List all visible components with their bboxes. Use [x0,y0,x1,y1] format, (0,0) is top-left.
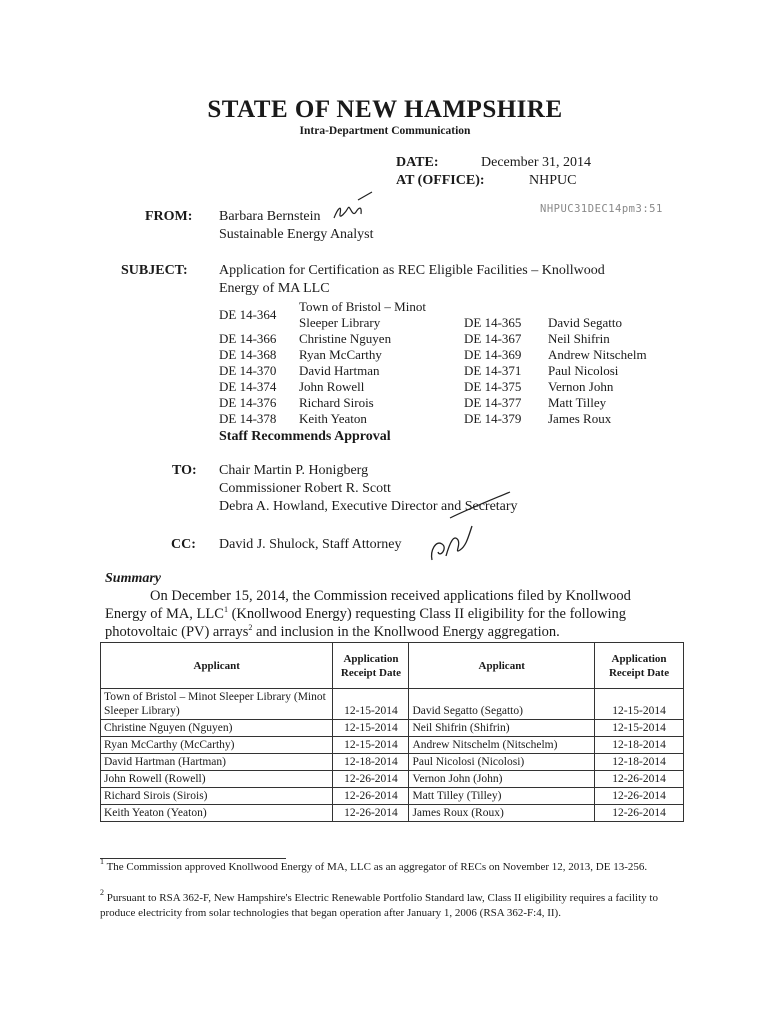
table-cell: Ryan McCarthy (McCarthy) [101,737,333,754]
from-label: FROM: [145,209,193,224]
docket-number: DE 14-371 [464,363,522,378]
table-row [101,754,684,771]
docket-applicant: David Hartman [299,363,380,378]
table-cell: 12-26-2014 [595,788,684,805]
date-label: DATE: [396,155,439,170]
memo-title: STATE OF NEW HAMPSHIRE [207,96,563,123]
table-cell: Paul Nicolosi (Nicolosi) [409,754,595,771]
table-cell: David Segatto (Segatto) [409,689,595,720]
docket-applicant: Town of Bristol – Minot [299,299,426,314]
table-cell: 12-26-2014 [333,771,409,788]
to-recipient: Chair Martin P. Honigberg [219,463,369,478]
docket-number: DE 14-376 [219,395,277,410]
docket-applicant: Andrew Nitschelm [548,347,647,362]
table-row [101,737,684,754]
received-stamp: NHPUC31DEC14pm3:51 [540,203,663,215]
docket-applicant: James Roux [548,411,612,426]
docket-number: DE 14-370 [219,363,277,378]
footnote-ref-1: 1 [223,605,228,614]
table-cell: 12-18-2014 [333,754,409,771]
office-label: AT (OFFICE): [396,173,485,188]
table-cell: 12-26-2014 [333,805,409,822]
docket-number: DE 14-378 [219,411,277,426]
table-cell: James Roux (Roux) [409,805,595,822]
docket-number: DE 14-367 [464,331,522,346]
summary-paragraph-line-3: photovoltaic (PV) arrays$^2$ and inclusion in the Knollwood Energy aggregation. [105,623,560,640]
table-cell: 12-18-2014 [595,754,684,771]
column-header-applicant: Applicant [409,643,595,689]
table-cell: 12-26-2014 [595,805,684,822]
table-cell: Keith Yeaton (Yeaton) [101,805,333,822]
docket-applicant: David Segatto [548,315,623,330]
table-row [101,689,684,720]
office-value: NHPUC [529,173,577,188]
docket-applicant: Vernon John [548,379,614,394]
table-cell: Neil Shifrin (Shifrin) [409,720,595,737]
initials-signature [328,190,378,230]
table-cell: 12-15-2014 [595,689,684,720]
table-cell: 12-15-2014 [333,737,409,754]
cc-recipient: David J. Shulock, Staff Attorney [219,537,402,552]
table-cell: Christine Nguyen (Nguyen) [101,720,333,737]
docket-number: DE 14-375 [464,379,522,394]
memo-subtitle: Intra-Department Communication [299,125,471,137]
table-cell: 12-18-2014 [595,737,684,754]
staff-attorney-initials [424,520,478,566]
docket-applicant: Christine Nguyen [299,331,392,346]
applications-table [100,642,684,822]
table-cell: Richard Sirois (Sirois) [101,788,333,805]
footnote-ref-2: 2 [248,623,253,632]
docket-number: DE 14-379 [464,411,522,426]
docket-applicant: Richard Sirois [299,395,374,410]
to-recipient: Debra A. Howland, Executive Director and Secretary [219,499,518,514]
docket-number: DE 14-366 [219,331,277,346]
footnote-divider [100,858,286,859]
subject-line-1: Application for Certification as REC Eligible Facilities – Knollwood [219,263,605,278]
column-header-applicant: Applicant [101,643,333,689]
docket-number: DE 14-364 [219,307,277,322]
docket-applicant: Paul Nicolosi [548,363,619,378]
docket-number: DE 14-374 [219,379,277,394]
table-cell: Town of Bristol – Minot Sleeper Library (Minot Sleeper Library) [101,689,333,720]
staff-recommendation: Staff Recommends Approval [219,429,391,444]
table-cell: 12-15-2014 [595,720,684,737]
table-cell: David Hartman (Hartman) [101,754,333,771]
secretary-signature-mark [446,488,516,522]
summary-paragraph-line-1: On December 15, 2014, the Commission received applications filed by Knollwood [150,588,631,604]
subject-line-2: Energy of MA LLC [219,281,330,296]
from-title: Sustainable Energy Analyst [219,227,374,242]
from-name: Barbara Bernstein [219,209,321,224]
date-value: December 31, 2014 [481,155,592,170]
table-cell: John Rowell (Rowell) [101,771,333,788]
subject-label: SUBJECT: [121,263,188,278]
table-row [101,720,684,737]
cc-label: CC: [171,537,196,552]
table-row [101,805,684,822]
table-cell: Vernon John (John) [409,771,595,788]
summary-heading: Summary [105,571,162,586]
table-cell: Matt Tilley (Tilley) [409,788,595,805]
summary-paragraph-line-2: Energy of MA, LLC$^1$ (Knollwood Energy) requesting Class II eligibility for the following [105,605,626,622]
docket-applicant-cont: Sleeper Library [299,315,381,330]
docket-applicant: John Rowell [299,379,365,394]
docket-number: DE 14-365 [464,315,522,330]
table-cell: 12-15-2014 [333,720,409,737]
footnote-1: $^1$ The Commission approved Knollwood Energy of MA, LLC as an aggregator of RECs on November 12, 2013, DE 13-256. [100,857,648,873]
docket-number: DE 14-369 [464,347,522,362]
column-header-receipt-date: Application Receipt Date [333,643,409,689]
docket-applicant: Matt Tilley [548,395,607,410]
docket-number: DE 14-368 [219,347,277,362]
docket-applicant: Ryan McCarthy [299,347,382,362]
column-header-receipt-date: Application Receipt Date [595,643,684,689]
to-recipient: Commissioner Robert R. Scott [219,481,391,496]
docket-applicant: Keith Yeaton [299,411,367,426]
to-label: TO: [172,463,197,478]
table-cell: 12-26-2014 [333,788,409,805]
docket-applicant: Neil Shifrin [548,331,610,346]
table-cell: 12-26-2014 [595,771,684,788]
table-row [101,771,684,788]
docket-number: DE 14-377 [464,395,522,410]
table-cell: Andrew Nitschelm (Nitschelm) [409,737,595,754]
table-cell: 12-15-2014 [333,689,409,720]
table-row [101,788,684,805]
footnote-2: $^2$ Pursuant to RSA 362-F, New Hampshire's Electric Renewable Portfolio Standard law, Class II eligibility requires a facility to produce electricity from solar technologies that began operation after January 1, 2006 (RSA 362-F:4, II). [100,888,658,919]
